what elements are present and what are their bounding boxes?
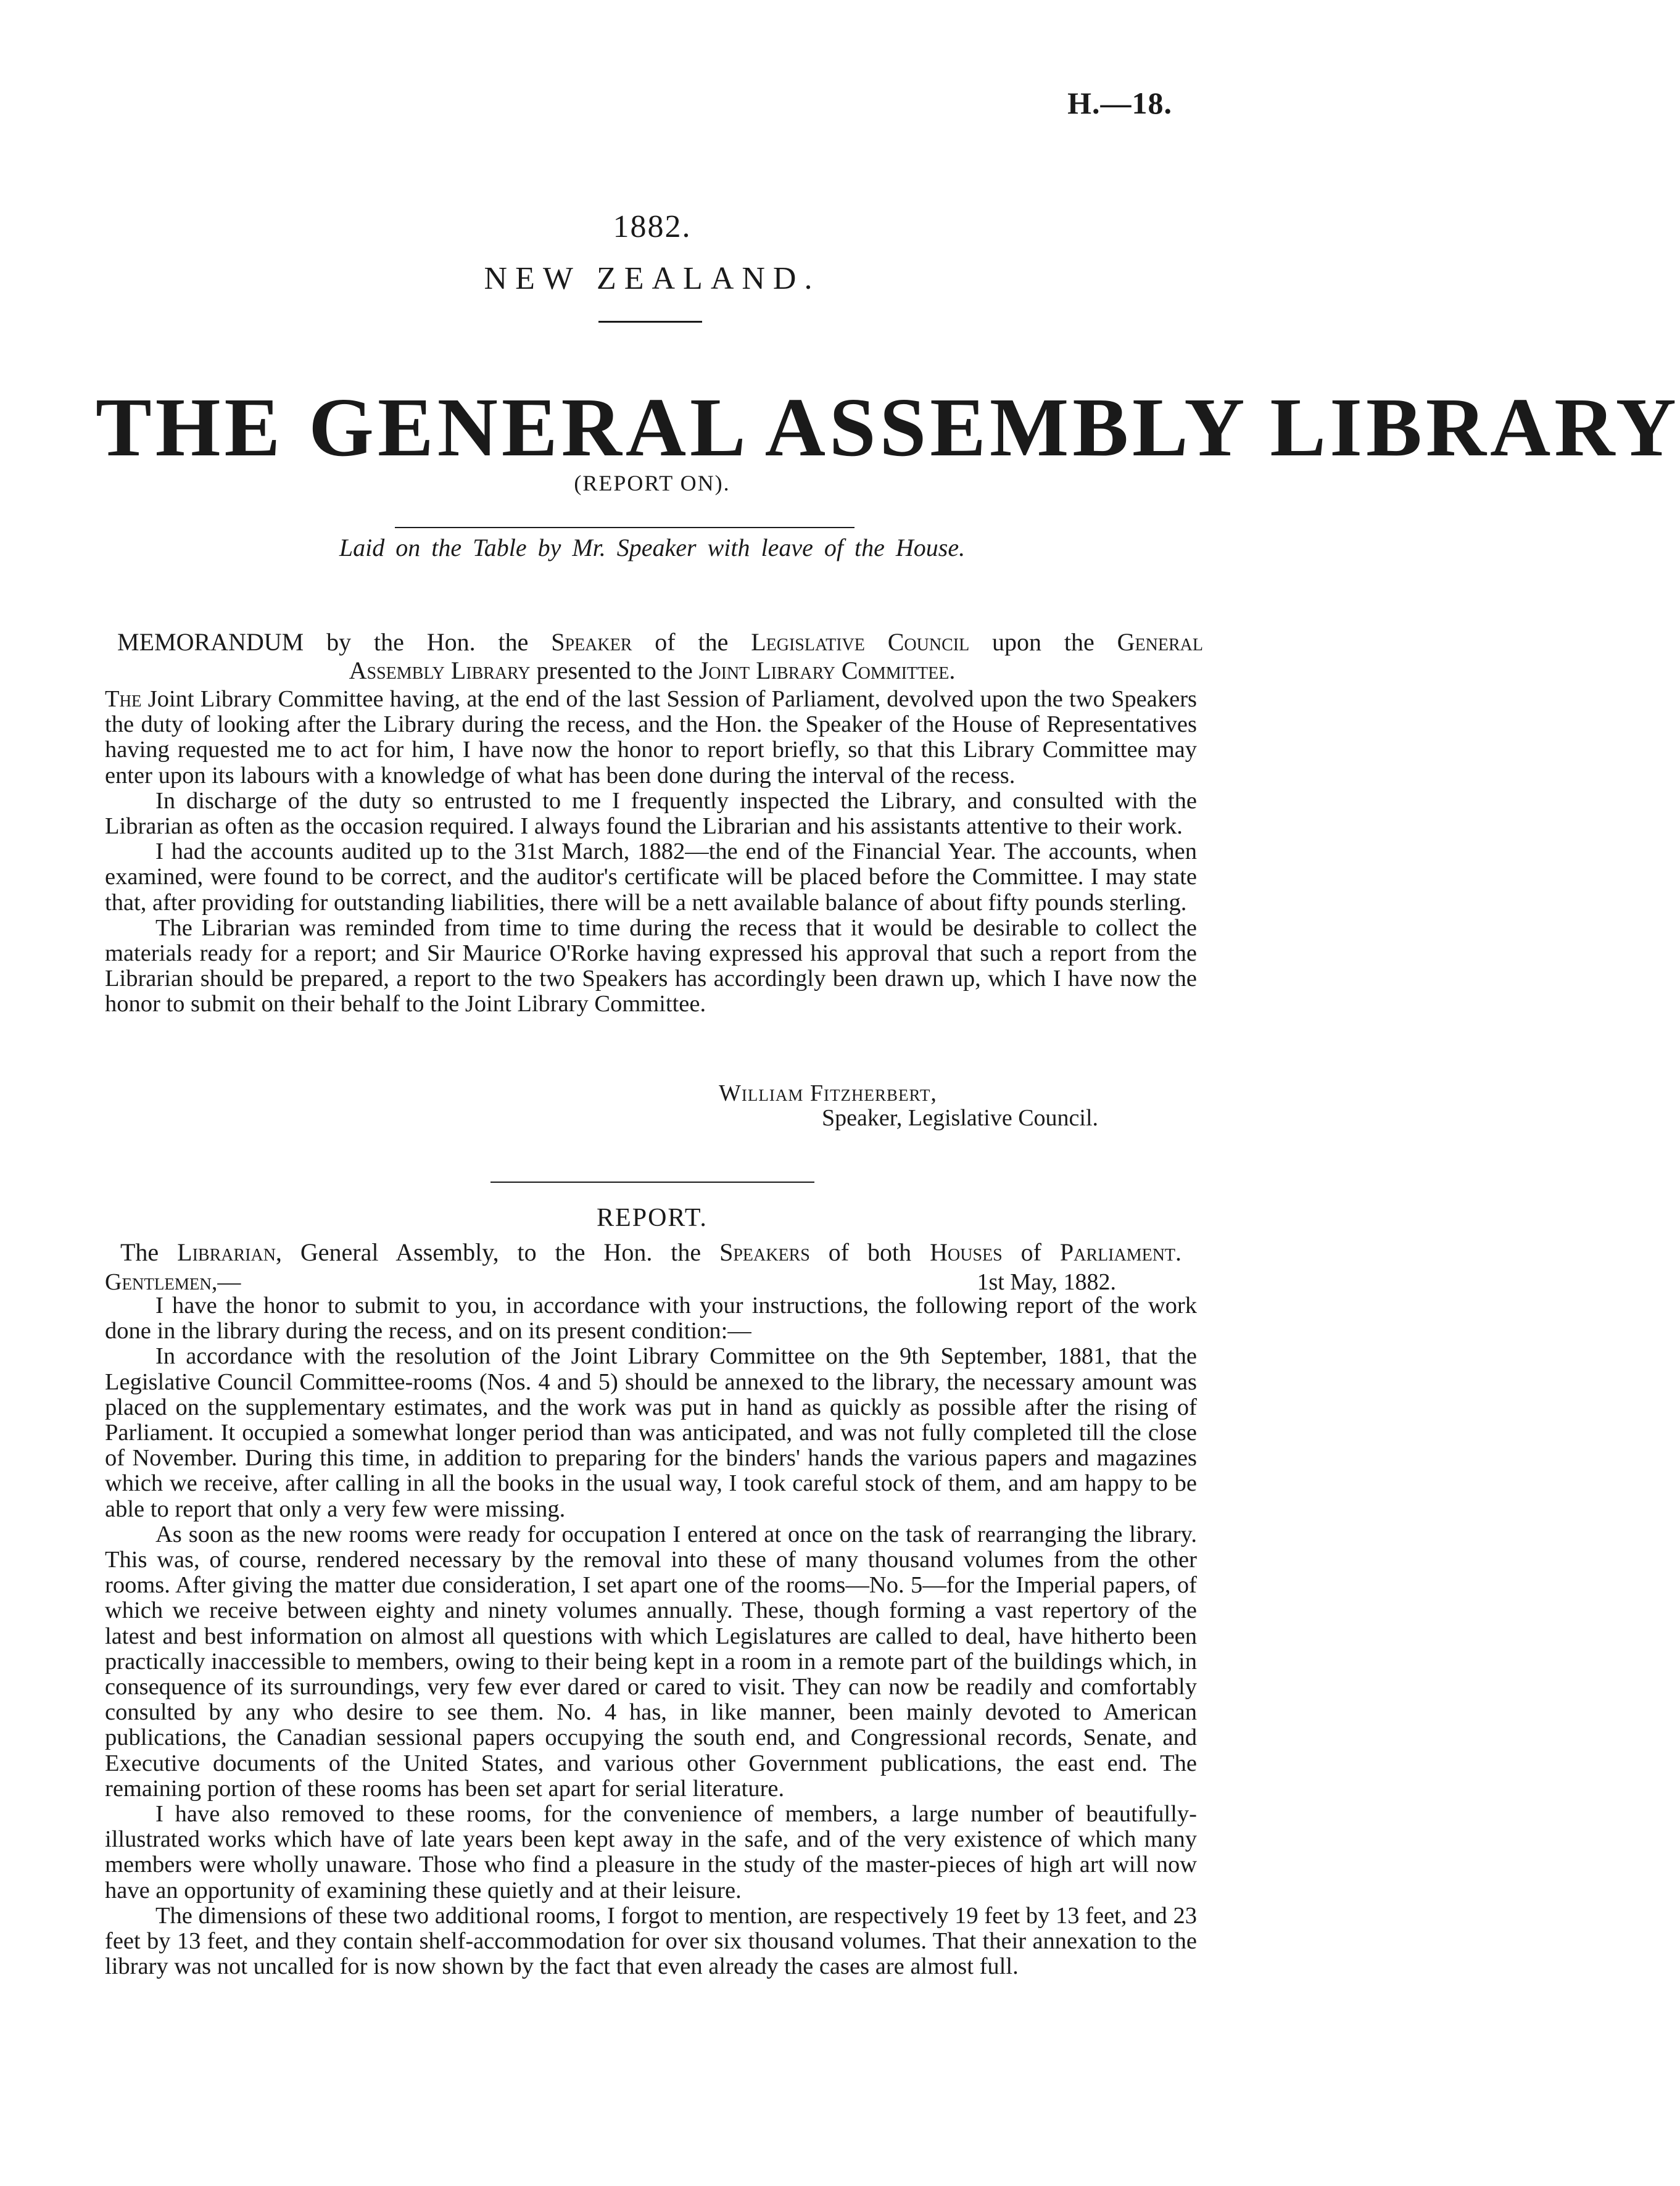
heading-text: General Assembly, to the Hon. the bbox=[300, 1238, 701, 1266]
memorandum-heading-continued bbox=[0, 656, 1304, 685]
heading-text: The bbox=[120, 1238, 159, 1266]
paragraph: As soon as the new rooms were ready for occupation I entered at once on the task of rearranging the library. This was, of course, rendered necessary by the removal into these of many thousand volumes from the other rooms. After giving the matter due consideration, I set apart one of the rooms—No. 5—for the Imperial papers, of which we receive between eighty and ninety volumes annually. These, though forming a vast repertory of the latest and best information on almost all questions with which Legislatures are called to deal, have hitherto been practically inaccessible to members, owing to their being kept in a room in a remote part of the buildings which, in consequence of its surroundings, very few ever dared or cared to visit. They can now be readily and comfortably consulted by any who desire to see them. No. 4 has, in like manner, been mainly devoted to American publications, the Canadian sessional papers occupying the south end, and Congressional records, Senate, and Executive documents of the United States, and various other Government publications, the east end. The remaining portion of these rooms has been set apart for serial literature. bbox=[105, 1521, 1197, 1802]
memorandum-body bbox=[105, 687, 1197, 1017]
memorandum-heading bbox=[117, 628, 1203, 656]
heading-text: Houses bbox=[930, 1238, 1003, 1266]
paragraph: In discharge of the duty so entrusted to me I frequently inspected the Library, and consulted with the Librarian as often as the occasion required. I always found the Librarian and his assistants attentive to their work. bbox=[105, 787, 1197, 840]
paragraph: In accordance with the resolution of the Joint Library Committee on the 9th September, 1881, that the Legislative Council Committee-rooms (Nos. 4 and 5) should be annexed to the library, the necessary amount was placed on the supplementary estimates, and the work was put in hand as quickly as possible after the rising of Parliament. It occupied a somewhat longer period than was anticipated, and was not fully completed till the close of November. During this time, in addition to preparing for the binders' hands the various papers and magazines which we receive, after calling in all the books in the usual way, I took careful stock of them, and am happy to be able to report that only a very few were missing. bbox=[105, 1343, 1197, 1522]
heading-text: Legislative Council bbox=[751, 628, 970, 656]
paragraph: I have also removed to these rooms, for the convenience of members, a large number of beautifully-illustrated works which have of late years been kept away in the safe, and of the very existence of which many members were wholly unaware. Those who find a pleasure in the study of the master-pieces of high art will now have an opportunity of examining these quietly and at their leisure. bbox=[105, 1801, 1197, 1903]
heading-text: of the bbox=[655, 628, 729, 656]
heading-text: Librarian, bbox=[177, 1238, 282, 1266]
paragraph: I have the honor to submit to you, in accordance with your instructions, the following report of the work done in the library during the recess, and on its present condition:— bbox=[105, 1293, 1197, 1344]
paragraph-lead: The bbox=[105, 686, 142, 712]
paragraph-text: Joint Library Committee having, at the end of the last Session of Parliament, devolved upon the two Speakers the duty of looking after the Library during the recess, and the Hon. the Speaker of the House of Representatives having requested me to act for him, I have now the honor to report briefly, so that this Library Committee may enter upon its labours with a knowledge of what has been done during the interval of the recess. bbox=[105, 686, 1197, 789]
document-subtitle: (REPORT ON). bbox=[574, 471, 730, 495]
report-heading bbox=[120, 1238, 1181, 1267]
document-title: THE GENERAL ASSEMBLY LIBRARY bbox=[96, 381, 1680, 474]
signature-title: Speaker, Legislative Council. bbox=[822, 1105, 1099, 1131]
paper-code: H.—18. bbox=[1067, 86, 1172, 120]
heading-text: MEMORANDUM by the Hon. the bbox=[117, 628, 529, 656]
heading-text: Assembly Library bbox=[349, 656, 531, 684]
heading-text: General bbox=[1117, 628, 1203, 656]
report-body bbox=[105, 1293, 1197, 1979]
heading-text: upon the bbox=[992, 628, 1094, 656]
salutation: Gentlemen,— bbox=[105, 1269, 241, 1295]
paragraph: I had the accounts audited up to the 31st March, 1882—the end of the Financial Year. The accounts, when examined, were found to be correct, and the auditor's certificate will be placed before the Committee. I may state that, after providing for outstanding liabilities, there will be a nett available balance of about fifty pounds sterling. bbox=[105, 838, 1197, 916]
heading-text: Parliament. bbox=[1059, 1238, 1182, 1266]
laid-on-table-note: Laid on the Table by Mr. Speaker with leave of the House. bbox=[339, 534, 966, 561]
heading-text: of bbox=[1020, 1238, 1041, 1266]
divider-rule bbox=[598, 321, 702, 323]
heading-text: Speakers bbox=[719, 1238, 810, 1266]
heading-text: of both bbox=[828, 1238, 912, 1266]
divider-rule bbox=[395, 527, 854, 528]
paragraph: The Librarian was reminded from time to time during the recess that it would be desirable to collect the materials ready for a report; and Sir Maurice O'Rorke having expressed his approval that such a report from the Librarian should be prepared, a report to the two Speakers has accordingly been drawn up, which I have now the honor to submit on their behalf to the Joint Library Committee. bbox=[105, 914, 1197, 1017]
heading-text: Speaker bbox=[551, 628, 632, 656]
report-title: REPORT. bbox=[597, 1204, 708, 1232]
country: NEW ZEALAND. bbox=[484, 261, 821, 296]
heading-text: presented to the bbox=[536, 656, 693, 684]
paragraph bbox=[105, 687, 1197, 789]
signature-name: William Fitzherbert, bbox=[719, 1080, 937, 1106]
divider-rule bbox=[490, 1182, 814, 1183]
report-date: 1st May, 1882. bbox=[977, 1269, 1116, 1295]
heading-text: Joint Library Committee. bbox=[698, 656, 956, 684]
paragraph: The dimensions of these two additional rooms, I forgot to mention, are respectively 19 feet by 13 feet, and 23 feet by 13 feet, and they contain shelf-accommodation for over six thousand volumes. That their annexation to the library was not uncalled for is now shown by the fact that even already the cases are almost full. bbox=[105, 1902, 1197, 1980]
year: 1882. bbox=[613, 209, 692, 244]
